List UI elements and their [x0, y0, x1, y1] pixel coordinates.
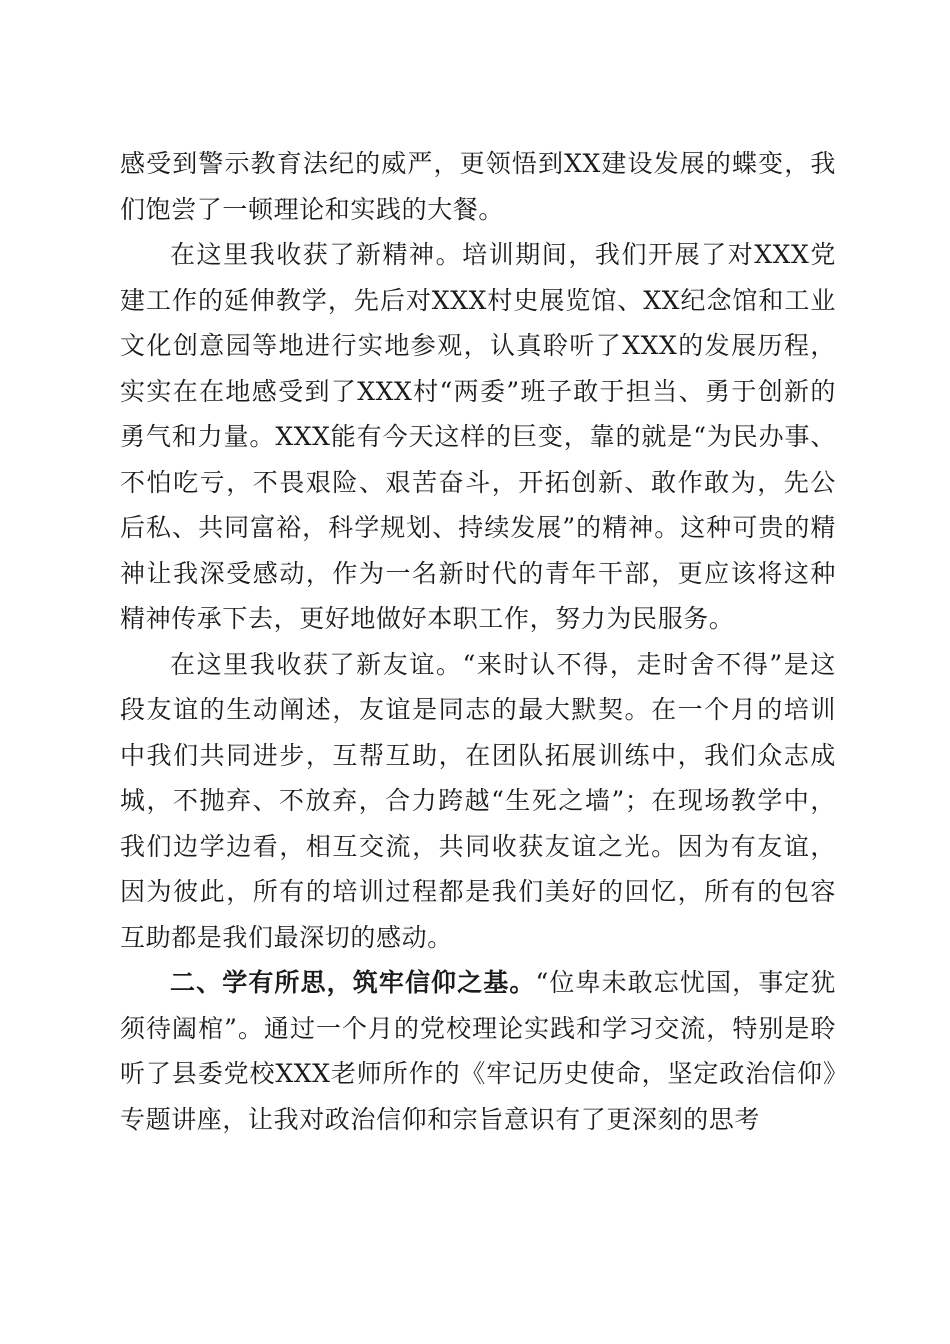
document-body [120, 141, 836, 1142]
paragraph-warning-education: 感受到警示教育法纪的威严，更领悟到XX建设发展的蝶变，我们饱尝了一顿理论和实践的大餐。 [120, 149, 836, 224]
paragraph-new-friendship: 在这里我收获了新友谊。“来时认不得，走时舍不得”是这段友谊的生动阐述，友谊是同志的最大默契。在一个月的培训中我们共同进步，互帮互助，在团队拓展训练中，我们众志成城，不抛弃、不放弃，合力跨越“生死之墙”；在现场教学中，我们边学边看，相互交流，共同收获友谊之光。因为有友谊，因为彼此，所有的培训过程都是我们美好的回忆，所有的包容互助都是我们最深切的感动。 [120, 649, 836, 952]
section-heading: 二、学有所思，筑牢信仰之基。 [170, 968, 536, 997]
paragraph-new-spirit: 在这里我收获了新精神。培训期间，我们开展了对XXX党建工作的延伸教学，先后对XXX村史展览馆、XX纪念馆和工业文化创意园等地进行实地参观，认真聆听了XXX的发展历程，实实在在地感受到了XXX村“两委”班子敢于担当、勇于创新的勇气和力量。XXX能有今天这样的巨变，靠的就是“为民办事、不怕吃亏，不畏艰险、艰苦奋斗，开拓创新、敢作敢为，先公后私、共同富裕，科学规划、持续发展”的精神。这种可贵的精神让我深受感动，作为一名新时代的青年干部，更应该将这种精神传承下去，更好地做好本职工作，努力为民服务。 [120, 240, 836, 633]
section-body-text: “位卑未敢忘忧国，事定犹须待阖棺”。通过一个月的党校理论实践和学习交流，特别是聆听了县委党校XXX老师所作的《牢记历史使命，坚定政治信仰》专题讲座，让我对政治信仰和宗旨意识有了更深刻的思考 [120, 968, 836, 1134]
paragraph-section-two [120, 960, 836, 1142]
